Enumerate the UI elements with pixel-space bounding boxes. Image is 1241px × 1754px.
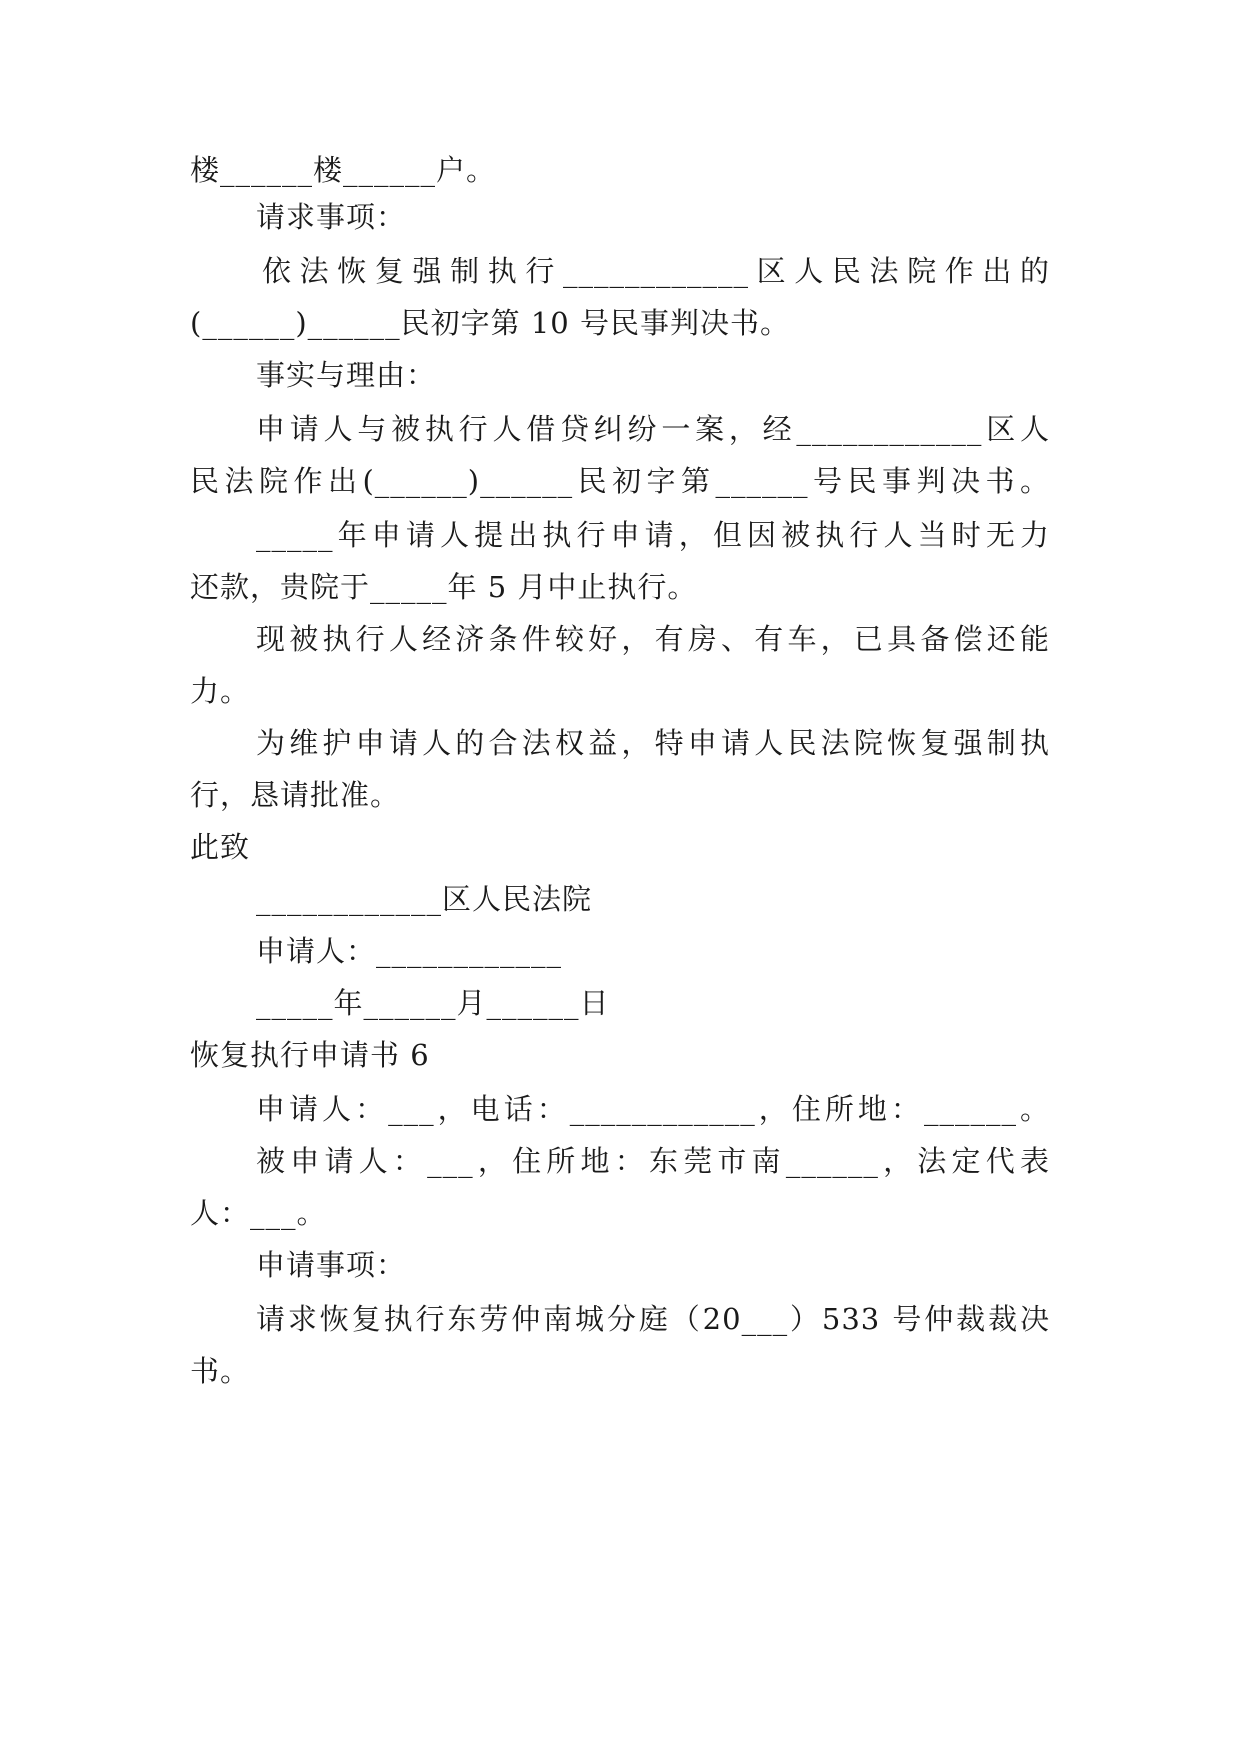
section-heading-facts: 事实与理由： [256, 358, 437, 392]
applicant-signature: 申请人：____________ [256, 934, 563, 968]
paragraph-line: 人：___。 [190, 1196, 327, 1230]
respondent-info: 被申请人：___，住所地：东莞市南______，法定代表 [256, 1144, 1050, 1178]
paragraph-line: 民法院作出(______)______民初字第______号民事判决书。 [190, 464, 1050, 498]
paragraph-line: 依法恢复强制执行____________区人民法院作出的 [262, 254, 1050, 288]
paragraph-line: 行，恳请批准。 [190, 778, 401, 812]
address-line: 楼______楼______户。 [190, 153, 497, 187]
paragraph-line: 现被执行人经济条件较好，有房、有车，已具备偿还能 [256, 622, 1050, 656]
paragraph-line: 书。 [190, 1354, 251, 1388]
paragraph-line: 申请人与被执行人借贷纠纷一案，经____________区人 [256, 412, 1050, 446]
date-line: _____年______月______日 [256, 986, 610, 1020]
paragraph-line: _____年申请人提出执行申请，但因被执行人当时无力 [256, 518, 1050, 552]
document-title: 恢复执行申请书 6 [190, 1038, 430, 1072]
section-heading-request: 请求事项： [256, 200, 407, 234]
section-heading-application: 申请事项： [256, 1248, 407, 1282]
paragraph-line: 力。 [190, 674, 251, 708]
applicant-info: 申请人：___，电话：____________，住所地：______。 [256, 1092, 1050, 1126]
paragraph-line: 请求恢复执行东劳仲南城分庭（20___）533 号仲裁裁决 [256, 1302, 1050, 1336]
paragraph-line: 为维护申请人的合法权益，特申请人民法院恢复强制执 [256, 726, 1050, 760]
salutation: 此致 [190, 830, 251, 864]
paragraph-line: (______)______民初字第 10 号民事判决书。 [190, 306, 790, 340]
paragraph-line: 还款，贵院于_____年 5 月中止执行。 [190, 570, 698, 604]
court-addressee: ____________区人民法院 [256, 882, 593, 916]
